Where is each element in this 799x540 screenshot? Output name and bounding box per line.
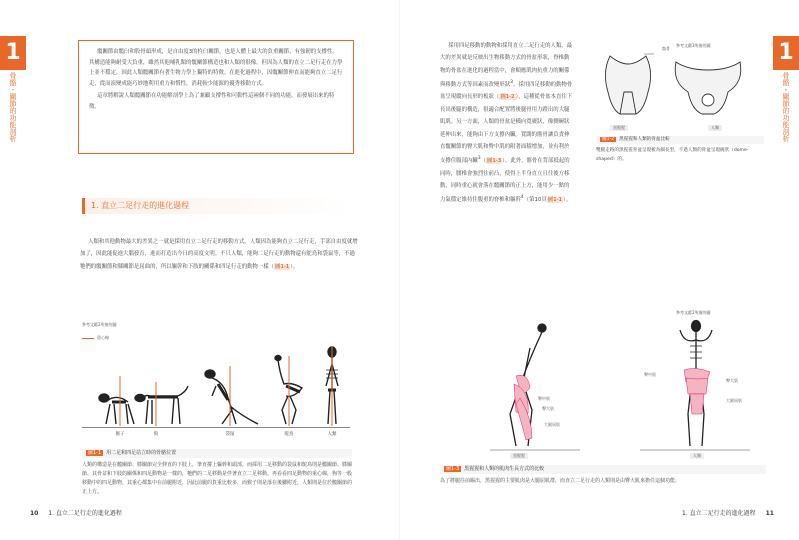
right-body-1-last: （第10頁 xyxy=(523,197,547,204)
figure-1-3-title: 黑猩猩和人類的肌肉生長方式的比較 xyxy=(464,466,545,472)
right-body-1-end: 。採用四足移動的動物骨盆呈現縱向長形的板狀（ xyxy=(440,82,573,101)
chimp-label-gluteus-medius: 臀中肌 xyxy=(538,396,550,401)
legend-line-swatch xyxy=(82,338,94,339)
figure-1-2-title: 黑猩猩和人類的骨盆比較 xyxy=(619,137,670,142)
figure-1-2-caption: 雙腿走路的黑猩猩骨盆呈現板為細長型，不過人類的骨盆呈現碗狀（dome-shaped）的。 xyxy=(596,148,749,162)
figure-1-3-label-chimp: 黑猩猩 xyxy=(510,453,528,459)
chapter-title-text: 骨骼・關節的功能剖析 xyxy=(9,72,17,142)
figure-1-3-source: 參考文獻2所繪的圖 xyxy=(676,310,711,315)
human-hamstring xyxy=(690,394,704,414)
right-sup-3: 4 xyxy=(520,195,524,201)
chapter-title-vertical xyxy=(0,72,26,144)
right-footer-section: 1. 直立二足行走的進化過程 xyxy=(682,510,756,517)
figure-reference-1-1[interactable]: 圖1-1 xyxy=(547,197,562,204)
figure-1-2-tag: 圖1-2 xyxy=(602,137,615,142)
intro-paragraph-2: 這章將解說人類髖關節在功能解剖學上為了兼顧支撐性和可動性這兩個不同的功能，而發展出來的特徵。 xyxy=(89,93,335,110)
figure-reference-1-3[interactable]: 圖1-3 xyxy=(487,158,502,165)
legend-label: 重心線 xyxy=(97,335,109,340)
species-label-human: 人類 xyxy=(327,432,337,437)
right-body-1-final: ）。 xyxy=(563,197,572,204)
chimp-pelvis xyxy=(605,56,650,114)
figure-1-2-caption-bar xyxy=(596,136,764,144)
section-heading: 1. 直立二足行走的進化過程 xyxy=(82,198,352,214)
chapter-number-tab: 1 xyxy=(0,36,26,70)
species-label-kangaroo: 袋鼠 xyxy=(225,432,235,437)
right-body-1-tail2: ）。此外，髂骨在背部抵起的同時，腰椎會強烈往前凸，使得上半身直立且往後方移動，同時重心就會落在髖關節的正上方，能用少一點的力氣穩定維持住腹重的脊椎和軀幹 xyxy=(440,158,570,204)
dog-skeleton xyxy=(135,386,188,424)
right-body-text: 採用四足移動的動物和採用直立二足行走的人類，最大的差異就是反映出生物移動方式的骨盆形狀，脊椎動物的骨盆在進化的過程當中，會順應肌肉抗重力的關係與移動方式等因素而改變形狀$^3$。採用四足移動的動物骨盆呈現縱向長形的板狀（圖1-2），這種從骨盆本直往下長出後腿的構造，很適合配置將後腿骨用力蹬出的大腿肌肌。另一方面，人類的骨盆是橫向寬廣狀，像側碗狀延伸出來，能夠由下方支撐內臟。寬闊的髂骨讓負責伸直髖關節的臀大肌和臀中肌的附著面積增加，並有利於支撐住腹部內臟$^3$（圖1-3）。此外，髂骨在背部抵起的同時，腰椎會強烈往前凸，使得上半身直立且往後方移動，同時重心就會落在髖關節的正上方，能用少一點的力氣穩定維持住腹重的脊椎和軀幹$^4$（第10頁圖1-1）。 xyxy=(440,43,573,204)
right-sup-2: 3 xyxy=(477,156,481,162)
chimp-label-hamstring: 大腿屈肌 xyxy=(544,422,560,427)
figure-1-1-caption-bar xyxy=(82,449,352,458)
right-page-number: 11 xyxy=(765,510,774,517)
figure-1-1-caption: 人類的構造是在髖關節、膝關節完全伸直的下肢上，筆直撐上軀幹和頭部，而採用二足移動的袋鼠和鴕鳥則是髖關節、膝關節、其骨盆和下肢的關係和四足動物是一樣的，牠們的二足移動是伴著直立二足移動。再看看四足動物的重心線，狗等一般移動中的四足動物，其重心都集中在前腿附近，因此前腿的負重比較多，而猴子則是落在後腳附近，人類則是位於髖關節的正上方。 xyxy=(82,462,353,495)
monkey-skeleton xyxy=(99,394,134,424)
right-body-1: 採用四足移動的動物和採用直立二足行走的人類，最大的差異就是反映出生物移動方式的骨盆形狀，脊椎動物的骨盆在進化的過程當中，會順應肌肉抗重力的關係與移動方式等因素而改變形狀 xyxy=(440,43,573,89)
species-label-dog: 狗 xyxy=(153,432,159,437)
right-sup-1: 3 xyxy=(510,80,513,86)
figure-1-3-tag: 圖1-3 xyxy=(446,466,460,472)
human-gluteus-maximus xyxy=(686,378,708,394)
left-body-end: ）。 xyxy=(290,263,299,270)
chapter-intro-box xyxy=(78,40,354,154)
figure-reference-1-2[interactable]: 圖1-2 xyxy=(500,94,515,101)
chapter-title-text-right: 骨骼・關節的功能剖析 xyxy=(782,72,790,142)
pelvis-figure-1-2 xyxy=(596,52,746,122)
right-page xyxy=(400,0,799,540)
figure-1-2-source: 參考文獻3所繪的圖 xyxy=(676,43,711,48)
chapter-title-vertical-right xyxy=(773,72,799,144)
human-pelvis xyxy=(675,62,741,114)
species-label-ostrich: 鴕鳥 xyxy=(284,432,294,437)
left-body-main: 人類和其他動物最大的差異之一就是採用直立二足行走的移動方式。人類因為能夠直立二足行走，手部自由度就增加了，因此能促進大腦發育，進而打造出今日的高度文明。不只人類，能夠二足行走的動物還有鴕鳥和袋鼠等，不過牠們的髖關節和膝關節是屈曲的，所以軀幹和下肢的關係和四足行走的動物一樣（ xyxy=(80,239,358,270)
pelvis-label-chimp: 黑猩猩 xyxy=(610,125,628,131)
figure-source-note: 參考文獻2所繪的圖 xyxy=(82,322,117,327)
skeleton-figure-1-1 xyxy=(82,346,362,436)
figure-1-3-label-human: 人類 xyxy=(690,453,704,459)
left-body-text xyxy=(80,236,358,273)
human-label-gluteus-maximus: 臀大肌 xyxy=(726,378,738,383)
left-footer xyxy=(30,508,122,517)
species-label-monkey: 猴子 xyxy=(115,432,125,437)
left-footer-section: 1. 直立二足行走的進化過程 xyxy=(48,510,122,517)
figure-reference[interactable]: 圖1-1 xyxy=(275,263,290,270)
right-body-1-tail: ），這種從骨盆本直往下長出後腿的構造，很適合配置將後腿骨用力蹬出的大腿肌肌。另一方面，人類的骨盆是橫向寬廣狀，像側碗狀延伸出來，能夠由下方支撐內臟。寬闊的髂骨讓負責伸直髖關節的臀大肌和臀中肌的附著面積增加，並有利於支撐住腹部內臟 xyxy=(440,94,573,165)
right-footer xyxy=(682,508,774,517)
intro-paragraph-1: 髖關節由髖臼和股骨頭形成，是自由度3的杵臼關節，也是人體上最大的負重關節，有強韌的支撐性。其構造能夠耐受大負重，雖然其他哺乳類的髖關節構造也和人類的很像，但因為人類的直立二足行走在力學上並不穩定，因此人類髖關節有著生物力學上獨特的特徵。在進化過程中，因髖關節伸直而能夠直立二足行走，從而演變成能巧妙地利用重力和慣性，消耗較少能源的優秀移動方式。 xyxy=(89,49,343,87)
human-label-gluteus-medius: 臀中肌 xyxy=(644,372,656,377)
kangaroo-skeleton xyxy=(205,370,258,424)
pelvis-label-human: 人類 xyxy=(708,125,722,131)
figure-1-1-title: 用二足和四足站立時的骨骼位置 xyxy=(106,450,177,456)
figure-1-3-caption-bar xyxy=(440,465,766,474)
figure-1-1-tag: 圖1-1 xyxy=(88,450,102,456)
chimp-label-gluteus-maximus: 臀大肌 xyxy=(542,406,554,411)
muscle-figure-1-3 xyxy=(470,318,760,458)
left-page-number: 10 xyxy=(30,510,39,517)
chapter-number-tab-right: 1 xyxy=(773,36,799,70)
left-page xyxy=(0,0,399,540)
ground-line xyxy=(82,427,350,428)
pelvis-bone-label: 髂骨 xyxy=(662,46,670,51)
human-label-hamstring: 大腿屈肌 xyxy=(726,398,742,403)
figure-1-3-caption: 為了將腿往前踢出，黑猩猩的主要肌肉是大腿屈肌群，而直立二足行走的人類則是由臀大肌來擔任這個功能。 xyxy=(440,478,681,484)
